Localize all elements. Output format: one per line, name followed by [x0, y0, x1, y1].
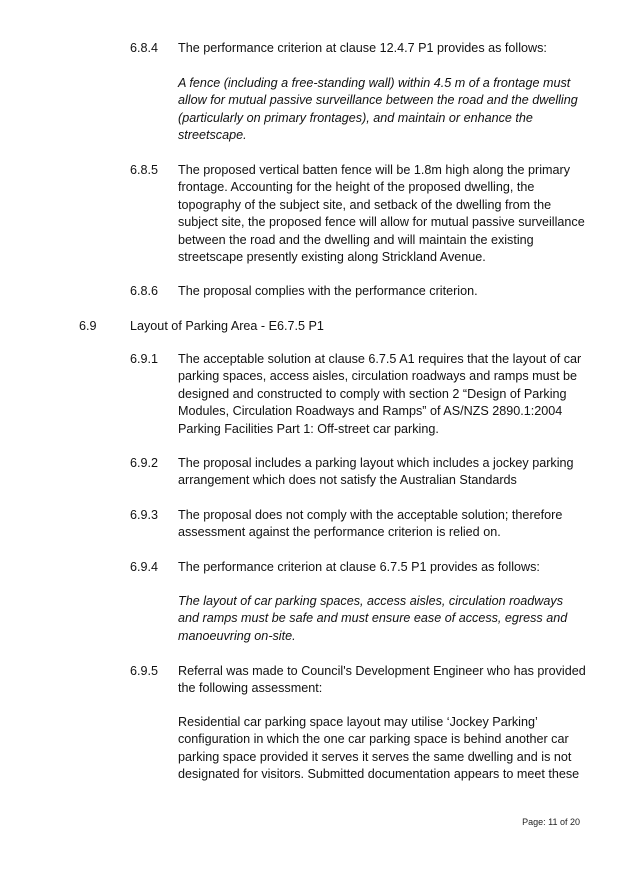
clause-number-6-9-2: 6.9.2	[130, 456, 159, 470]
clause-number-6-8-4: 6.8.4	[130, 41, 159, 55]
text-line: frontage. Accounting for the height of the proposed dwelling, the	[178, 180, 535, 195]
clause-text-6-9-4: The performance criterion at clause 6.7.5 P1 provides as follows:	[178, 560, 540, 574]
text-line: The proposal does not comply with the acceptable solution; therefore	[178, 508, 563, 522]
quote-line: and ramps must be safe and must ensure ease of access, egress and	[178, 611, 568, 626]
clause-text-6-8-5	[178, 162, 585, 266]
section-number-6-9: 6.9	[79, 319, 97, 333]
text-line: topography of the subject site, and setback of the dwelling from the	[178, 197, 552, 212]
text-line: arrangement which does not satisfy the Australian Standards	[178, 473, 517, 488]
text-line: the following assessment:	[178, 681, 323, 696]
engineer-assessment-block	[178, 714, 582, 784]
quote-line: streetscape.	[178, 128, 247, 143]
text-line: between the road and the dwelling and will maintain the existing	[178, 232, 534, 247]
text-line: configuration in which the one car parking space is behind another car	[178, 732, 569, 747]
clause-text-6-9-1	[178, 351, 582, 438]
text-line: Parking Facilities Part 1: Off-street car parking.	[178, 421, 439, 436]
clause-number-6-8-5: 6.8.5	[130, 163, 159, 177]
text-line: streetscape presently existing along Strickland Avenue.	[178, 250, 486, 265]
clause-text-6-8-4: The performance criterion at clause 12.4.7 P1 provides as follows:	[178, 41, 547, 55]
text-line: parking spaces, access aisles, circulation roadways and ramps must be	[178, 369, 577, 384]
text-line: The proposed vertical batten fence will be 1.8m high along the primary	[178, 163, 571, 177]
text-line: Referral was made to Council's Development Engineer who has provided	[178, 664, 586, 678]
text-line: The acceptable solution at clause 6.7.5 A1 requires that the layout of car	[178, 352, 582, 366]
clause-text-6-9-3	[178, 507, 582, 542]
clause-number-6-9-3: 6.9.3	[130, 508, 159, 522]
clause-text-6-9-5	[178, 663, 586, 698]
quote-block-6-7-5-p1	[178, 593, 582, 645]
text-line: parking space provided it serves it serves the same dwelling and is not	[178, 749, 572, 764]
text-line: subject site, the proposed fence will allow for mutual passive surveillance	[178, 215, 585, 230]
section-title-6-9: Layout of Parking Area - E6.7.5 P1	[130, 319, 324, 333]
quote-block-12-4-7-p1	[178, 75, 582, 145]
text-line: designated for visitors. Submitted documentation appears to meet these	[178, 767, 580, 782]
clause-number-6-9-5: 6.9.5	[130, 664, 159, 678]
clause-text-6-8-6: The proposal complies with the performance criterion.	[178, 284, 478, 298]
text-line: Modules, Circulation Roadways and Ramps” of AS/NZS 2890.1:2004	[178, 404, 563, 419]
clause-number-6-9-1: 6.9.1	[130, 352, 159, 366]
quote-line: A fence (including a free-standing wall) within 4.5 m of a frontage must	[178, 76, 571, 90]
text-line: The proposal includes a parking layout which includes a jockey parking	[178, 456, 574, 470]
quote-line: allow for mutual passive surveillance between the road and the dwelling	[178, 93, 578, 108]
text-line: designed and constructed to comply with section 2 “Design of Parking	[178, 386, 567, 401]
quote-line: (particularly on primary frontages), and maintain or enhance the	[178, 110, 533, 125]
clause-text-6-9-2	[178, 455, 582, 490]
clause-number-6-8-6: 6.8.6	[130, 284, 159, 298]
text-line: assessment against the performance criterion is relied on.	[178, 525, 501, 540]
quote-line: The layout of car parking spaces, access aisles, circulation roadways	[178, 594, 563, 608]
page-number: Page: 11 of 20	[522, 817, 580, 827]
quote-line: manoeuvring on-site.	[178, 628, 296, 643]
clause-number-6-9-4: 6.9.4	[130, 560, 159, 574]
text-line: Residential car parking space layout may utilise ‘Jockey Parking’	[178, 715, 538, 729]
